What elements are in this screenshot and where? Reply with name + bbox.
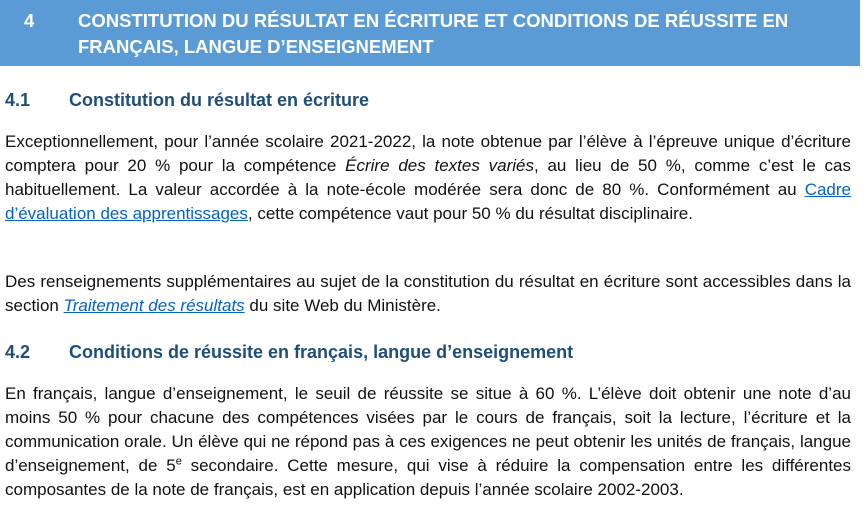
subsection-number: 4.2	[5, 342, 31, 362]
paragraph-renseignements	[5, 270, 851, 318]
subsection-title: Constitution du résultat en écriture	[69, 90, 370, 110]
paragraph-text: , au lieu de 50 %, comme c’est le cas habituellement. La valeur accordée à la note-école modérée sera donc de 80 %. Conformément au	[5, 156, 851, 199]
cadre-evaluation-link[interactable]: Cadre d’évaluation des apprentissages	[5, 180, 851, 223]
traitement-resultats-link[interactable]: Traitement des résultats	[63, 296, 245, 315]
competence-name: Écrire des textes variés	[345, 156, 534, 175]
subsection-title: Conditions de réussite en français, langue d’enseignement	[69, 342, 574, 362]
section-title: CONSTITUTION DU RÉSULTAT EN ÉCRITURE ET CONDITIONS DE RÉUSSITE EN FRANÇAIS, LANGUE D’ENSEIGNEMENT	[78, 10, 789, 57]
paragraph-text: Des renseignements supplémentaires au sujet de la constitution du résultat en écriture sont accessibles dans la section	[5, 272, 851, 315]
section-number: 4	[24, 10, 35, 31]
paragraph-conditions-reussite	[5, 382, 851, 502]
superscript-e: e	[175, 455, 182, 468]
paragraph-text: du site Web du Ministère.	[244, 296, 441, 315]
paragraph-text: Exceptionnellement, pour l’année scolaire 2021-2022, la note obtenue par l’élève à l’épreuve unique d’écriture comptera pour 20 % pour la compétence	[5, 132, 851, 175]
paragraph-text: secondaire. Cette mesure, qui vise à réduire la compensation entre les différentes composantes de la note de français, est en application depuis l’année scolaire 2002-2003.	[5, 456, 852, 499]
paragraph-resultat-ecriture	[5, 130, 851, 226]
paragraph-text: , cette compétence vaut pour 50 % du résultat disciplinaire.	[247, 204, 693, 223]
subsection-number: 4.1	[5, 90, 31, 110]
section-banner	[0, 0, 860, 66]
paragraph-text: En français, langue d’enseignement, le seuil de réussite se situe à 60 %. L’élève doit obtenir une note d’au moins 50 % pour chacune des compétences visées par le cours de français, soit la lecture, l’écriture et la communication orale. Un élève qui ne répond pas à ces exigences ne peut obtenir les unités de français, langue d’enseignement, de 5	[5, 384, 851, 475]
